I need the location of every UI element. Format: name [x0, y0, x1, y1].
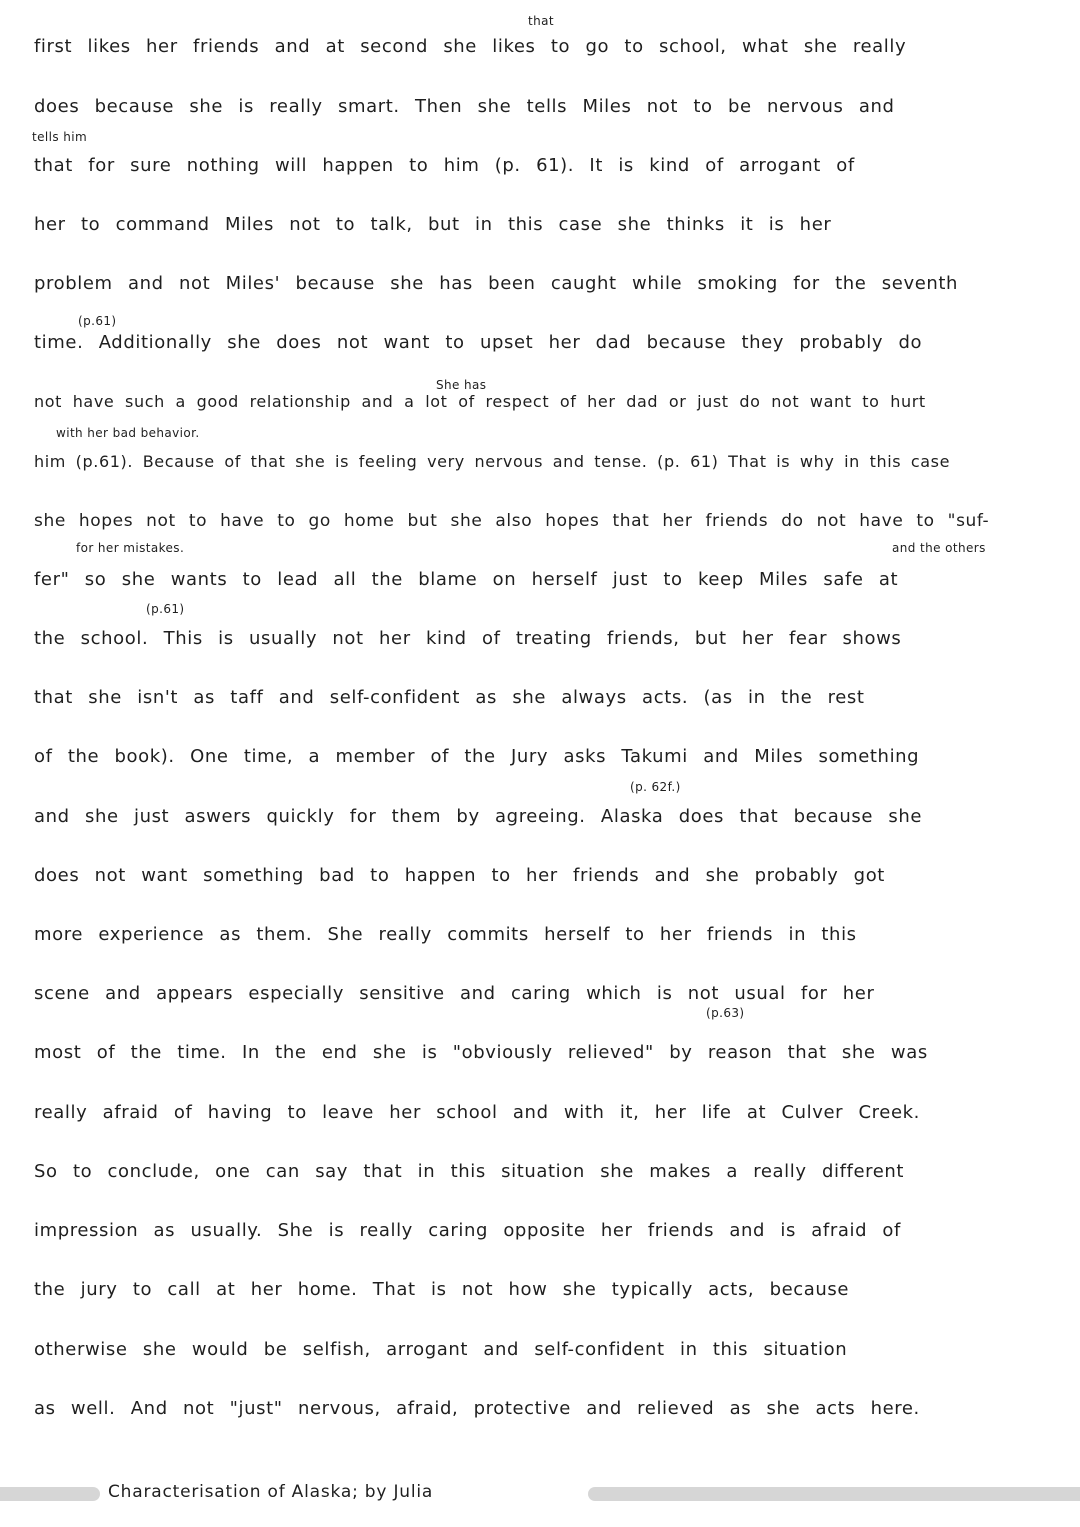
text-line-content: So to conclude, one can say that in this situation she makes a really different	[34, 1161, 905, 1182]
annotation-page-ref: (p.63)	[706, 1006, 745, 1020]
text-line-20	[0, 1153, 1080, 1193]
text-line-content: does because she is really smart. Then she tells Miles not to be nervous and	[34, 96, 895, 117]
text-line-4	[0, 206, 1080, 246]
text-line-10	[0, 561, 1080, 601]
text-line-24	[0, 1390, 1080, 1430]
text-line-17	[0, 975, 1080, 1015]
annotation-page-ref: (p.61)	[146, 602, 185, 616]
text-line-15	[0, 857, 1080, 897]
text-line-1	[0, 28, 1080, 68]
annotation-mistakes: for her mistakes.	[76, 541, 185, 555]
text-line-content: that she isn't as taff and self-confident as she always acts. (as in the rest	[34, 687, 865, 708]
text-line-8	[0, 444, 1080, 484]
text-line-3	[0, 147, 1080, 187]
text-line-12	[0, 679, 1080, 719]
annotation-tells-him: tells him	[32, 130, 88, 144]
footer-title: Characterisation of Alaska; by Julia	[108, 1482, 434, 1502]
text-line-content: most of the time. In the end she is "obviously relieved" by reason that she was	[34, 1042, 928, 1063]
text-line-2	[0, 88, 1080, 128]
text-line-content: she hopes not to have to go home but she also hopes that her friends do not have to "suf-	[34, 511, 990, 531]
text-line-content: really afraid of having to leave her school and with it, her life at Culver Creek.	[34, 1102, 920, 1123]
page-footer	[0, 1478, 1080, 1510]
annotation-others: and the others	[892, 541, 986, 555]
text-line-content: impression as usually. She is really caring opposite her friends and is afraid of	[34, 1220, 901, 1241]
text-line-content: and she just aswers quickly for them by agreeing. Alaska does that because she	[34, 806, 923, 827]
text-line-content: otherwise she would be selfish, arrogant and self-confident in this situation	[34, 1339, 848, 1360]
annotation-page-ref: (p. 62f.)	[630, 780, 681, 794]
text-line-19	[0, 1094, 1080, 1134]
annotation-bad-behavior: with her bad behavior.	[56, 426, 200, 440]
text-line-content: her to command Miles not to talk, but in this case she thinks it is her	[34, 214, 832, 235]
annotation-page-ref: (p.61)	[78, 314, 117, 328]
text-line-14	[0, 798, 1080, 838]
text-line-9	[0, 503, 1080, 543]
text-line-content: of the book). One time, a member of the Jury asks Takumi and Miles something	[34, 746, 920, 767]
annotation-she-has: She has	[436, 378, 487, 392]
text-line-21	[0, 1212, 1080, 1252]
text-line-7	[0, 384, 1080, 424]
text-line-content: the school. This is usually not her kind of treating friends, but her fear shows	[34, 628, 902, 649]
annotation-that: that	[528, 14, 554, 28]
text-line-13	[0, 738, 1080, 778]
text-line-18	[0, 1034, 1080, 1074]
text-line-11	[0, 620, 1080, 660]
text-line-content: scene and appears especially sensitive and caring which is not usual for her	[34, 983, 875, 1004]
text-line-5	[0, 265, 1080, 305]
text-line-16	[0, 916, 1080, 956]
text-line-23	[0, 1331, 1080, 1371]
footer-bar-right	[588, 1487, 1080, 1501]
text-line-content: as well. And not "just" nervous, afraid, protective and relieved as she acts here.	[34, 1398, 920, 1419]
text-line-content: fer" so she wants to lead all the blame on herself just to keep Miles safe at	[34, 569, 899, 590]
text-line-content: him (p.61). Because of that she is feeling very nervous and tense. (p. 61) That is why in this case	[34, 452, 951, 471]
text-line-6	[0, 324, 1080, 364]
text-line-content: time. Additionally she does not want to upset her dad because they probably do	[34, 332, 923, 353]
text-line-content: not have such a good relationship and a lot of respect of her dad or just do not want to hurt	[34, 392, 926, 411]
text-line-content: first likes her friends and at second she likes to go to school, what she really	[34, 36, 907, 57]
text-line-content: problem and not Miles' because she has been caught while smoking for the seventh	[34, 273, 959, 294]
text-line-content: that for sure nothing will happen to him (p. 61). It is kind of arrogant of	[34, 155, 855, 176]
text-line-content: the jury to call at her home. That is not how she typically acts, because	[34, 1279, 850, 1300]
text-line-content: does not want something bad to happen to her friends and she probably got	[34, 865, 885, 886]
text-line-content: more experience as them. She really commits herself to her friends in this	[34, 924, 857, 945]
footer-bar-left	[0, 1487, 100, 1501]
text-line-22	[0, 1271, 1080, 1311]
